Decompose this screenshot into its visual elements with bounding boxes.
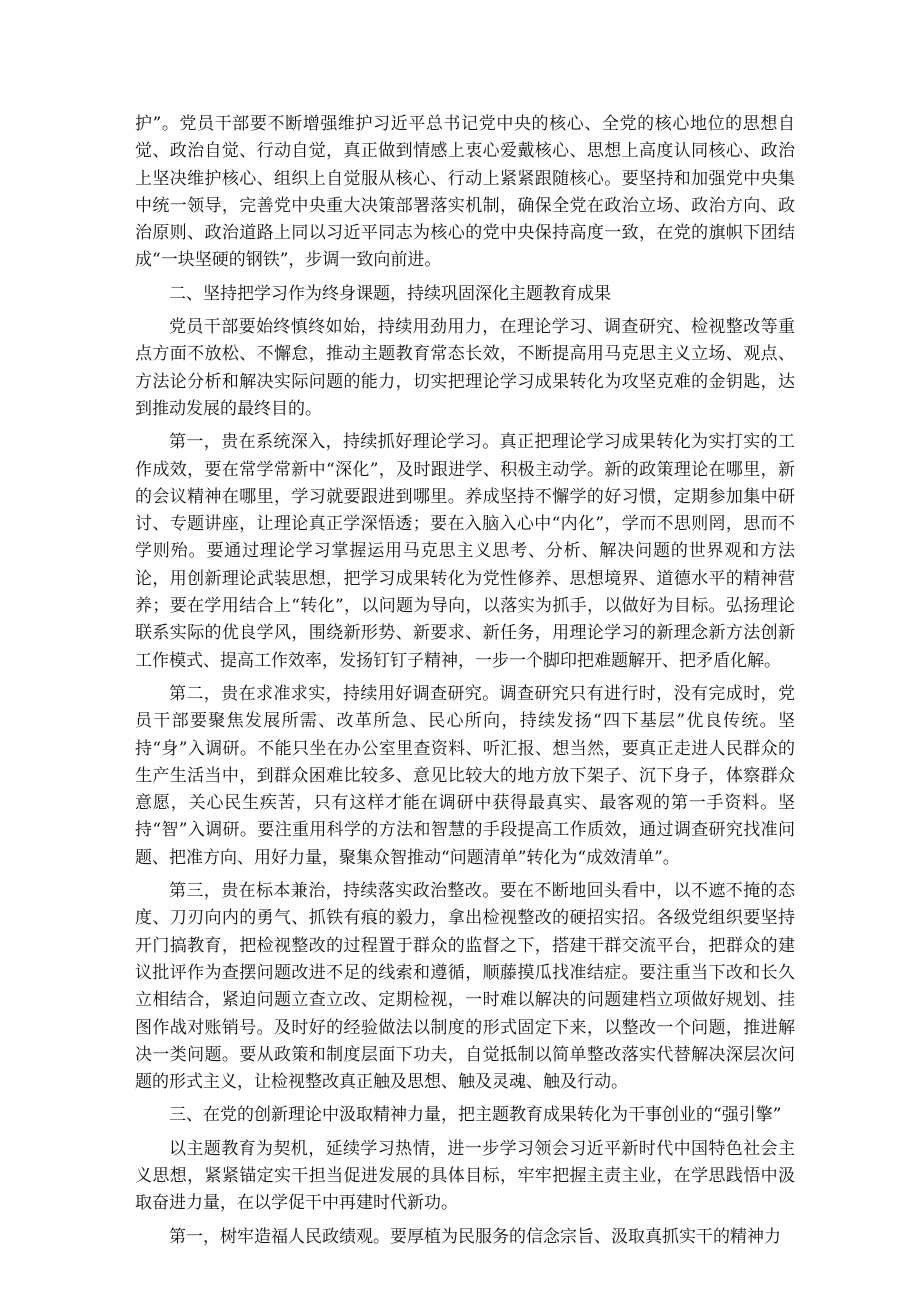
section-heading-2: 二、坚持把学习作为终身课题，持续巩固深化主题教育成果: [169, 283, 611, 304]
paragraph-rectification: 第三，贵在标本兼治，持续落实政治整改。要在不断地回头看中，以不遮不掩的态度、刀刃向内的勇气、抓铁有痕的毅力，拿出检视整改的硬招实招。各级党组织要坚持开门搞教育，把检视整改的过程置于群众的监督之下，搭建干群交流平台，把群众的建议批评作为查摆问题改进不足的线索和遵循，顺藤摸瓜找准结症。要注重当下改和长久立相结合，紧迫问题立查立改、定期检视，一时难以解决的问题建档立项做好规划、挂图作战对账销号。及时好的经验做法以制度的形式固定下来，以整改一个问题，推进解决一类问题。要从政策和制度层面下功夫，自觉抵制以简单整改落实代替解决深层次问题的形式主义，让检视整改真正触及思想、触及灵魂、触及行动。: [135, 881, 795, 1093]
paragraph-section3-intro: 以主题教育为契机，延续学习热情，进一步学习领会习近平新时代中国特色社会主义思想，紧紧锚定实干担当促进发展的具体目标，牢牢把握主责主业，在学思践悟中汲取奋进力量，在以学促干中再建时代新功。: [135, 1138, 795, 1214]
document-page: [135, 111, 795, 1257]
paragraph-section2-intro: 党员干部要始终慎终如始，持续用劲用力，在理论学习、调查研究、检视整改等重点方面不放松、不懈怠，推动主题教育常态长效，不断提高用马克思主义立场、观点、方法论分析和解决实际问题的能力，切实把理论学习成果转化为攻坚克难的金钥匙，达到推动发展的最终目的。: [135, 317, 795, 419]
paragraph-intro: 护”。党员干部要不断增强维护习近平总书记党中央的核心、全党的核心地位的思想自觉、政治自觉、行动自觉，真正做到情感上衷心爱戴核心、思想上高度认同核心、政治上坚决维护核心、组织上自觉服从核心、行动上紧紧跟随核心。要坚持和加强党中央集中统一领导，完善党中央重大决策部署落实机制，确保全党在政治立场、政治方向、政治原则、政治道路上同以习近平同志为核心的党中央保持高度一致，在党的旗帜下团结成“一块坚硬的钢铁”，步调一致向前进。: [135, 114, 795, 271]
paragraph-performance-view: 第一，树牢造福人民政绩观。要厚植为民服务的信念宗旨、汲取真抓实干的精神力: [169, 1226, 781, 1247]
section-heading-3: 三、在党的创新理论中汲取精神力量，把主题教育成果转化为干事创业的“强引擎”: [169, 1105, 782, 1126]
paragraph-investigation: 第二，贵在求准求实，持续用好调查研究。调查研究只有进行时，没有完成时，党员干部要聚焦发展所需、改革所急、民心所向，持续发扬“四下基层”优良传统。坚持“身”入调研。不能只坐在办公室里查资料、听汇报、想当然，要真正走进人民群众的生产生活当中，到群众困难比较多、意见比较大的地方放下架子、沉下身子，体察群众意愿，关心民生疾苦，只有这样才能在调研中获得最真实、最客观的第一手资料。坚持“智”入调研。要注重用科学的方法和智慧的手段提高工作质效，通过调查研究找准问题、把准方向、用好力量，聚集众智推动“问题清单”转化为“成效清单”。: [135, 683, 795, 868]
paragraph-theory-study: 第一，贵在系统深入，持续抓好理论学习。真正把理论学习成果转化为实打实的工作成效，要在常学常新中“深化”，及时跟进学、积极主动学。新的政策理论在哪里，新的会议精神在哪里，学习就要跟进到哪里。养成坚持不懈学的好习惯，定期参加集中研讨、专题讲座，让理论真正学深悟透；要在入脑入心中“内化”，学而不思则罔，思而不学则殆。要通过理论学习掌握运用马克思主义思考、分析、解决问题的世界观和方法论，用创新理论武装思想，把学习成果转化为党性修养、思想境界、道德水平的精神营养；要在学用结合上“转化”，以问题为导向，以落实为抓手，以做好为目标。弘扬理论联系实际的优良学风，围绕新形势、新要求、新任务，用理论学习的新理念新方法创新工作模式、提高工作效率，发扬钉钉子精神，一步一个脚印把难题解开、把矛盾化解。: [135, 432, 795, 671]
